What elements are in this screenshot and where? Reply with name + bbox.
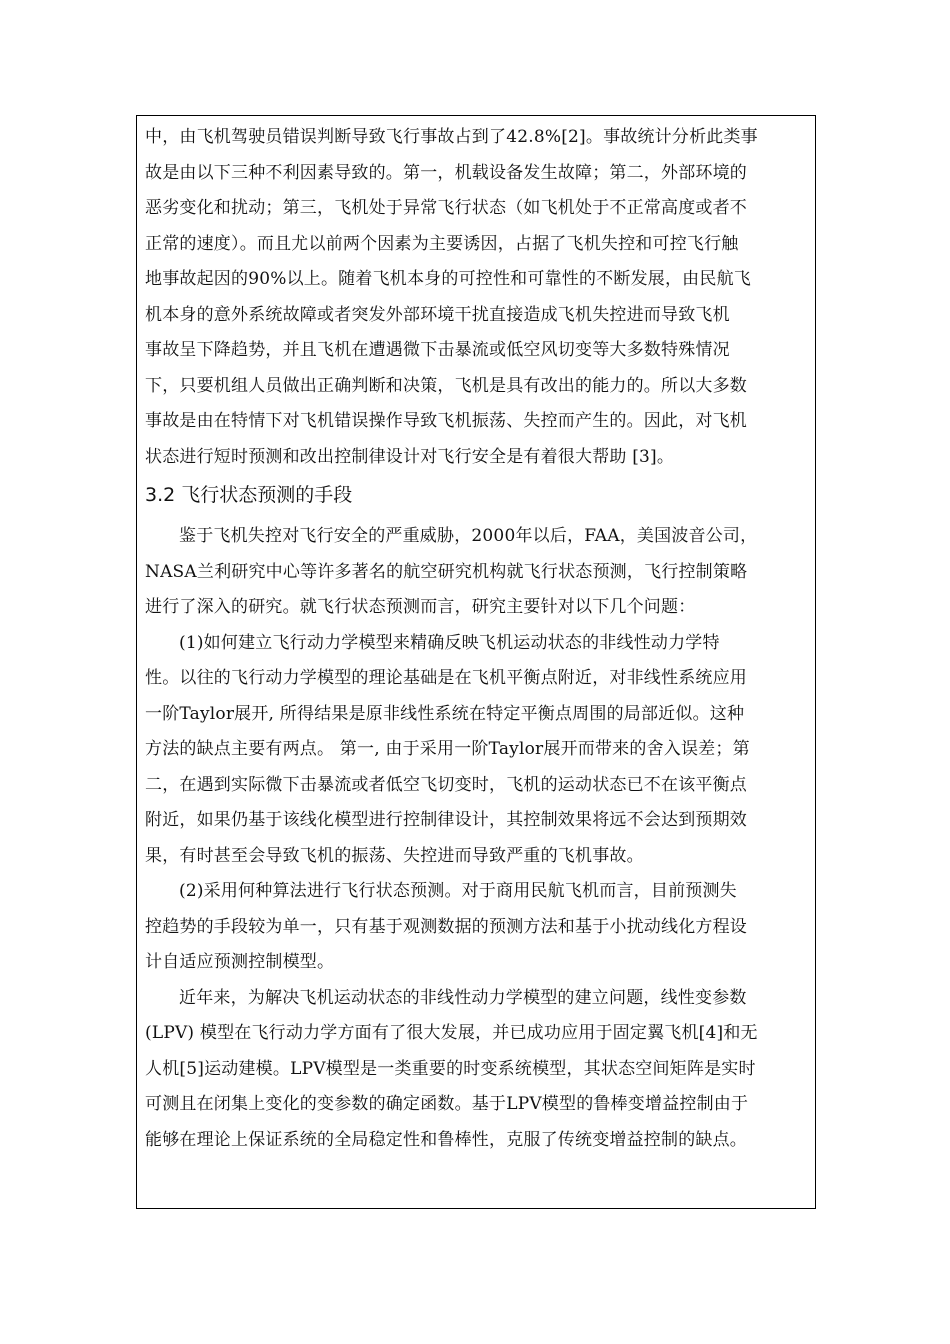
text-frame xyxy=(136,115,816,1209)
paragraph-5 xyxy=(145,981,809,1159)
text-line: 故是由以下三种不利因素导致的。第一，机载设备发生故障；第二，外部环境的 xyxy=(145,162,747,183)
text-line: 控趋势的手段较为单一，只有基于观测数据的预测方法和基于小扰动线化方程设 xyxy=(145,916,747,937)
text-line: 计自适应预测控制模型。 xyxy=(145,952,335,972)
text-line: 恶劣变化和扰动；第三，飞机处于异常飞行状态（如飞机处于不正常高度或者不 xyxy=(145,198,747,218)
paragraph-3 xyxy=(145,626,809,875)
text-line: (2)采用何种算法进行飞行状态预测。对于商用民航飞机而言，目前预测失 xyxy=(179,881,737,901)
text-line: 附近，如果仍基于该线化模型进行控制律设计，其控制效果将远不会达到预期效 xyxy=(145,810,747,830)
text-line: 能够在理论上保证系统的全局稳定性和鲁棒性，克服了传统变增益控制的缺点。 xyxy=(145,1129,747,1150)
text-line: 进行了深入的研究。就飞行状态预测而言，研究主要针对以下几个问题： xyxy=(145,597,696,617)
text-line: 事故是由在特情下对飞机错误操作导致飞机振荡、失控而产生的。因此，对飞机 xyxy=(145,411,747,431)
text-line: 中，由飞机驾驶员错误判断导致飞行事故占到了42.8%[2]。事故统计分析此类事 xyxy=(145,127,758,147)
text-line: 可测且在闭集上变化的变参数的确定函数。基于LPV模型的鲁棒变增益控制由于 xyxy=(145,1094,749,1114)
text-line: NASA兰利研究中心等许多著名的航空研究机构就飞行状态预测，飞行控制策略 xyxy=(145,561,748,582)
paragraph-4 xyxy=(145,874,809,981)
text-line: 下，只要机组人员做出正确判断和决策，飞机是具有改出的能力的。所以大多数 xyxy=(145,375,747,396)
text-line: 性。以往的飞行动力学模型的理论基础是在飞机平衡点附近，对非线性系统应用 xyxy=(145,668,747,688)
text-line: 果，有时甚至会导致飞机的振荡、失控进而导致严重的飞机事故。 xyxy=(145,845,644,866)
paragraph-1 xyxy=(145,120,809,475)
text-line: (1)如何建立飞行动力学模型来精确反映飞机运动状态的非线性动力学特 xyxy=(179,632,720,653)
text-line: 一阶Taylor展开, 所得结果是原非线性系统在特定平衡点周围的局部近似。这种 xyxy=(145,703,745,724)
text-line: 鉴于飞机失控对飞行安全的严重威胁，2000年以后，FAA，美国波音公司， xyxy=(179,526,758,546)
text-line: 方法的缺点主要有两点。 第一, 由于采用一阶Taylor展开而带来的舍入误差；第 xyxy=(145,739,750,759)
text-line: 地事故起因的90%以上。随着飞机本身的可控性和可靠性的不断发展，由民航飞 xyxy=(145,269,751,289)
text-line: (LPV) 模型在飞行动力学方面有了很大发展，并已成功应用于固定翼飞机[4]和无 xyxy=(145,1023,758,1043)
document-body xyxy=(145,120,809,1158)
text-line: 二，在遇到实际微下击暴流或者低空飞切变时，飞机的运动状态已不在该平衡点 xyxy=(145,774,747,795)
paragraph-2 xyxy=(145,519,809,626)
text-line: 事故呈下降趋势，并且飞机在遭遇微下击暴流或低空风切变等大多数特殊情况 xyxy=(145,340,730,360)
text-line: 正常的速度）。而且尤以前两个因素为主要诱因，占据了飞机失控和可控飞行触 xyxy=(145,233,739,254)
text-line: 机本身的意外系统故障或者突发外部环境干扰直接造成飞机失控进而导致飞机 xyxy=(145,304,730,325)
text-line: 近年来，为解决飞机运动状态的非线性动力学模型的建立问题，线性变参数 xyxy=(179,987,747,1008)
section-heading: 3.2 飞行状态预测的手段 xyxy=(145,484,353,506)
text-line: 人机[5]运动建模。LPV模型是一类重要的时变系统模型，其状态空间矩阵是实时 xyxy=(145,1058,756,1079)
text-line: 状态进行短时预测和改出控制律设计对飞行安全是有着很大帮助 [3]。 xyxy=(145,446,675,467)
